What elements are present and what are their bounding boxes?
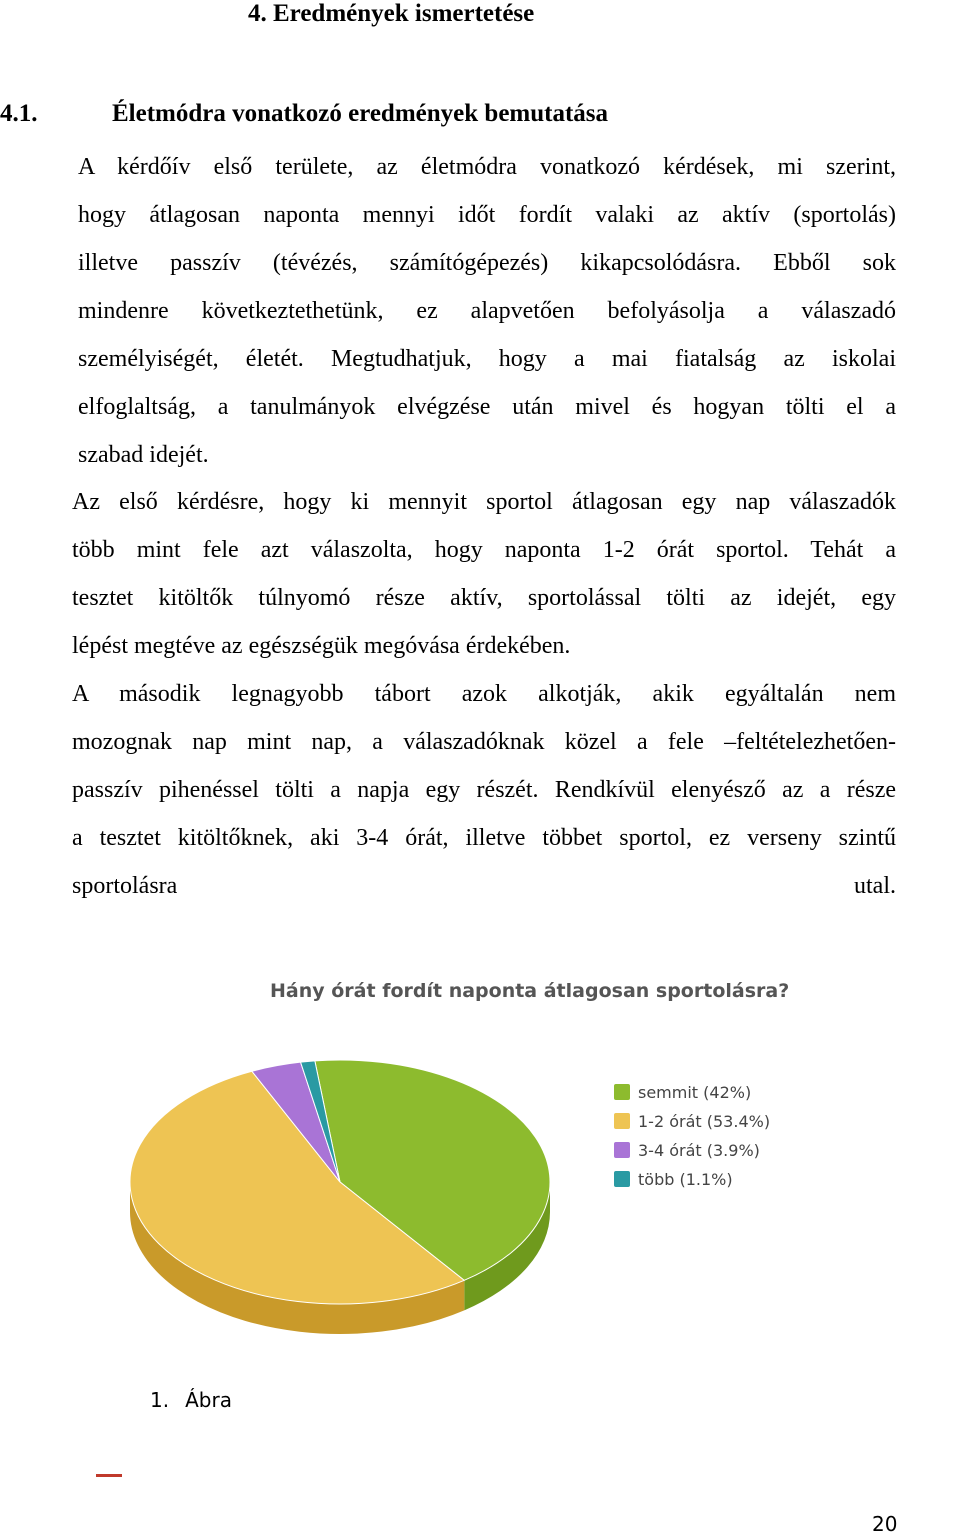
paragraph-second-group xyxy=(72,670,896,910)
paragraph-line: sportolásra utal. xyxy=(72,873,896,899)
legend-label-t-bb: több (1.1%) xyxy=(638,1170,733,1189)
paragraph-line: mindenre következtethetünk, ez alapvetően befolyásolja a válaszadó xyxy=(78,298,896,324)
paragraph-line: A kérdőív első területe, az életmódra vonatkozó kérdések, mi szerint, xyxy=(78,154,896,180)
legend-swatch-t-bb xyxy=(614,1171,630,1187)
paragraph-line: tesztet kitöltők túlnyomó része aktív, sportolással tölti az idejét, egy xyxy=(72,585,896,611)
sport-hours-pie-chart xyxy=(100,960,860,1360)
paragraph-line: elfoglaltság, a tanulmányok elvégzése után mivel és hogyan tölti el a xyxy=(78,394,896,420)
red-mark xyxy=(96,1474,122,1477)
section-number: 4.1. xyxy=(0,100,38,127)
section-heading xyxy=(0,100,608,128)
paragraph-line: szabad idejét. xyxy=(78,442,209,468)
chart-legend xyxy=(614,1083,770,1189)
figure-caption xyxy=(150,1388,248,1412)
caption-label: Ábra xyxy=(185,1388,232,1412)
paragraph-line: lépést megtéve az egészségük megóvása érdekében. xyxy=(72,633,571,659)
caption-number: 1. xyxy=(150,1388,170,1412)
chapter-heading: 4. Eredmények ismertetése xyxy=(248,0,535,27)
paragraph-line: több mint fele azt válaszolta, hogy naponta 1-2 órát sportol. Tehát a xyxy=(72,537,896,563)
legend-label-1-2-r-t: 1-2 órát (53.4%) xyxy=(638,1112,771,1131)
paragraph-line: A második legnagyobb tábort azok alkotják, akik egyáltalán nem xyxy=(72,681,896,707)
paragraph-line: személyiségét, életét. Megtudhatjuk, hogy a mai fiatalság az iskolai xyxy=(78,346,896,372)
paragraph-line: Az első kérdésre, hogy ki mennyit sportol átlagosan egy nap válaszadók xyxy=(72,489,896,515)
paragraph-intro xyxy=(78,143,896,479)
paragraph-line: hogy átlagosan naponta mennyi időt fordít valaki az aktív (sportolás) xyxy=(78,202,896,228)
legend-label-semmit: semmit (42%) xyxy=(638,1083,752,1102)
legend-swatch-3-4-r-t xyxy=(614,1142,630,1158)
legend-label-3-4-r-t: 3-4 órát (3.9%) xyxy=(638,1141,760,1160)
chart-title: Hány órát fordít naponta átlagosan sportolásra? xyxy=(270,980,790,1002)
pie-top xyxy=(130,1060,550,1304)
paragraph-first-question xyxy=(72,478,896,670)
paragraph-line: passzív pihenéssel tölti a napja egy részét. Rendkívül elenyésző az a része xyxy=(72,777,896,803)
legend-swatch-semmit xyxy=(614,1084,630,1100)
paragraph-line: mozognak nap mint nap, a válaszadóknak közel a fele –feltételezhetően- xyxy=(72,729,896,755)
paragraph-line: a tesztet kitöltőknek, aki 3-4 órát, illetve többet sportol, ez verseny szintű xyxy=(72,825,896,851)
legend-swatch-1-2-r-t xyxy=(614,1113,630,1129)
paragraph-line: illetve passzív (tévézés, számítógépezés) kikapcsolódásra. Ebből sok xyxy=(78,250,896,276)
section-title: Életmódra vonatkozó eredmények bemutatása xyxy=(112,100,609,127)
page-number: 20 xyxy=(872,1512,898,1536)
